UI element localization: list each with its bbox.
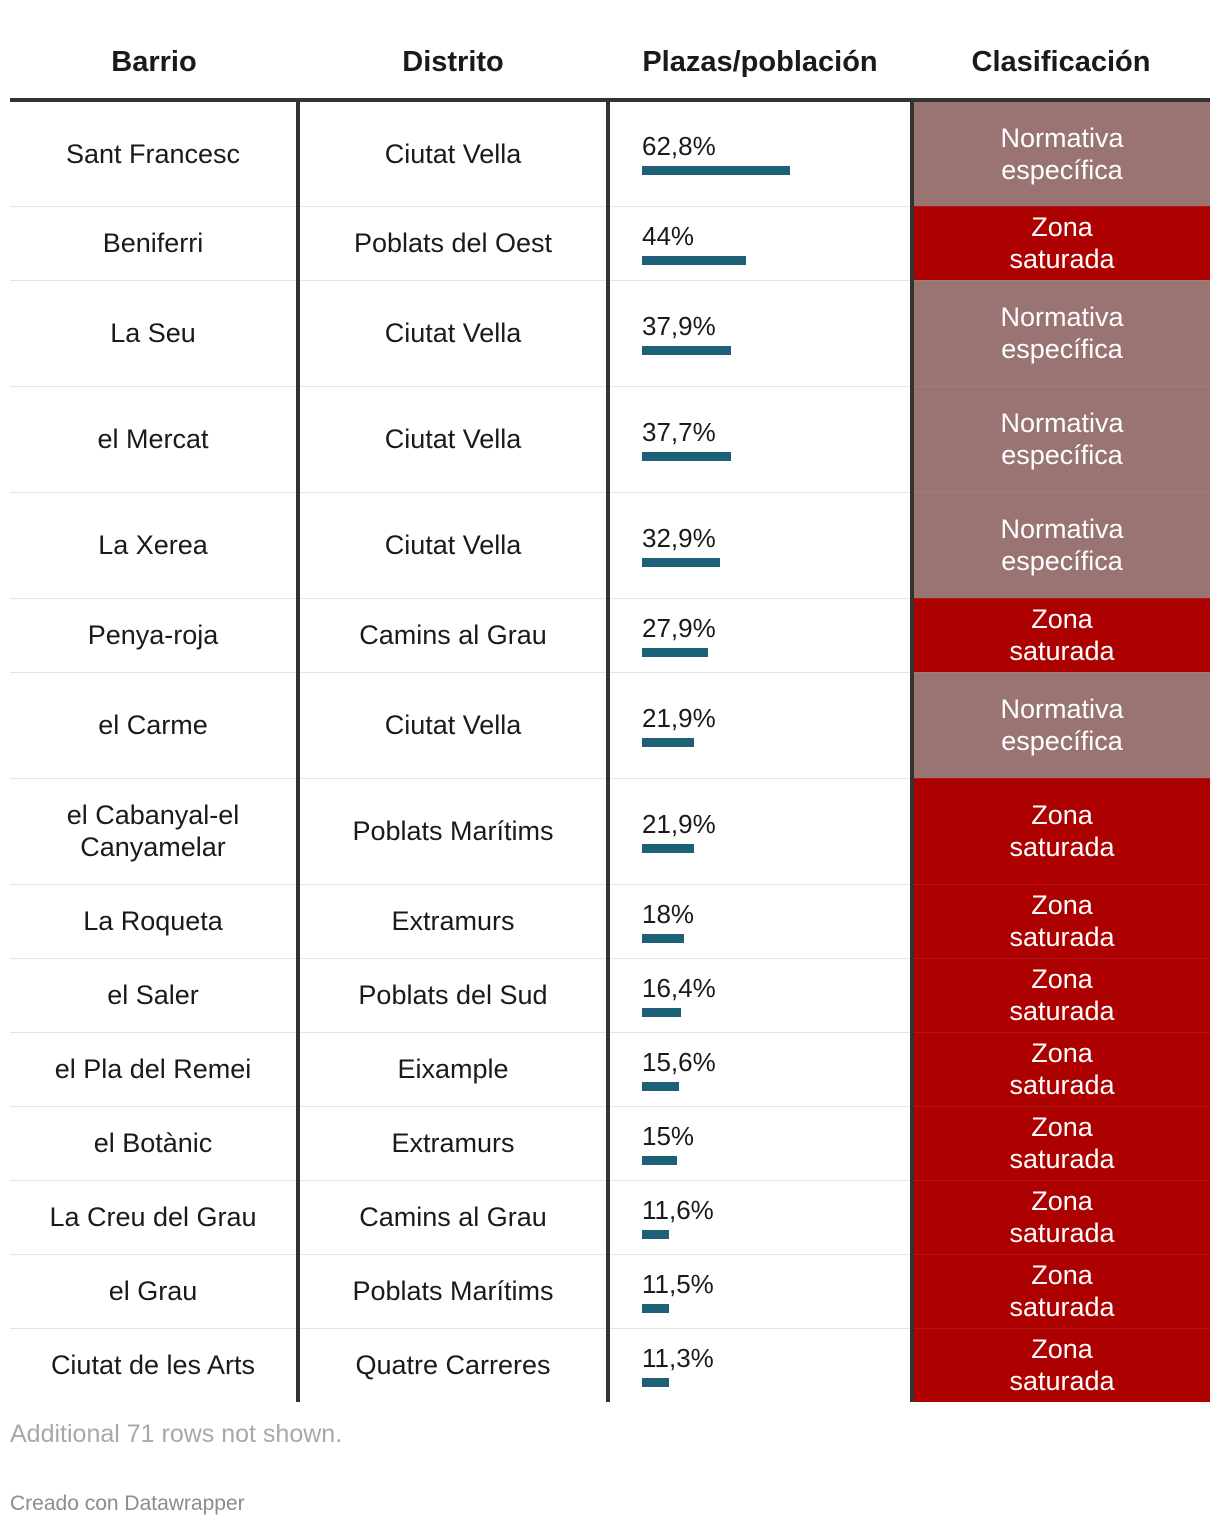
value-label: 11,3% — [642, 1342, 714, 1373]
value-bar — [642, 738, 694, 747]
table-row — [10, 206, 1210, 280]
cell-distrito: Camins al Grau — [298, 1180, 608, 1254]
cell-plazas — [608, 280, 912, 386]
cell-clasificacion: Zona saturada — [912, 1180, 1210, 1254]
value-bar — [642, 558, 720, 567]
cell-barrio: La Creu del Grau — [10, 1180, 298, 1254]
value-label: 32,9% — [642, 522, 716, 553]
table-row — [10, 1106, 1210, 1180]
cell-distrito: Ciutat Vella — [298, 280, 608, 386]
rows-not-shown-note: Additional 71 rows not shown. — [10, 1420, 343, 1448]
value-bar — [642, 1304, 669, 1313]
value-label: 11,6% — [642, 1194, 714, 1225]
table-header-row — [10, 26, 1210, 100]
value-label: 16,4% — [642, 972, 716, 1003]
cell-barrio: Sant Francesc — [10, 100, 298, 206]
value-bar — [642, 1156, 677, 1165]
cell-plazas — [608, 1106, 912, 1180]
cell-clasificacion: Normativa específica — [912, 492, 1210, 598]
data-table — [10, 26, 1210, 1402]
value-bar — [642, 1082, 679, 1091]
cell-plazas — [608, 778, 912, 884]
cell-barrio: el Carme — [10, 672, 298, 778]
value-label: 15,6% — [642, 1046, 716, 1077]
cell-plazas — [608, 958, 912, 1032]
value-bar — [642, 1230, 669, 1239]
table-row — [10, 1180, 1210, 1254]
value-bar — [642, 346, 731, 355]
value-bar — [642, 1008, 681, 1017]
cell-distrito: Camins al Grau — [298, 598, 608, 672]
cell-clasificacion: Zona saturada — [912, 206, 1210, 280]
table-row — [10, 100, 1210, 206]
cell-barrio: La Roqueta — [10, 884, 298, 958]
cell-plazas — [608, 492, 912, 598]
cell-plazas — [608, 1180, 912, 1254]
value-label: 18% — [642, 898, 695, 929]
cell-distrito: Ciutat Vella — [298, 100, 608, 206]
value-label: 21,9% — [642, 702, 716, 733]
cell-clasificacion: Normativa específica — [912, 386, 1210, 492]
cell-barrio: el Saler — [10, 958, 298, 1032]
cell-barrio: el Botànic — [10, 1106, 298, 1180]
column-header-plazas[interactable]: Plazas/población — [608, 26, 912, 100]
cell-distrito: Poblats del Sud — [298, 958, 608, 1032]
value-label: 11,5% — [642, 1268, 714, 1299]
table-row — [10, 1032, 1210, 1106]
column-header-barrio[interactable]: Barrio — [10, 26, 298, 100]
cell-clasificacion: Zona saturada — [912, 958, 1210, 1032]
cell-clasificacion: Zona saturada — [912, 1032, 1210, 1106]
cell-clasificacion: Normativa específica — [912, 672, 1210, 778]
value-label: 27,9% — [642, 612, 716, 643]
value-bar — [642, 1378, 669, 1387]
table-row — [10, 492, 1210, 598]
cell-clasificacion: Zona saturada — [912, 778, 1210, 884]
data-table-container — [10, 26, 1210, 1402]
cell-barrio: La Seu — [10, 280, 298, 386]
value-label: 37,7% — [642, 416, 716, 447]
cell-barrio: el Mercat — [10, 386, 298, 492]
cell-clasificacion: Normativa específica — [912, 100, 1210, 206]
cell-distrito: Ciutat Vella — [298, 672, 608, 778]
cell-plazas — [608, 206, 912, 280]
cell-barrio: el Cabanyal-el Canyamelar — [10, 778, 298, 884]
cell-clasificacion: Zona saturada — [912, 1106, 1210, 1180]
table-row — [10, 386, 1210, 492]
cell-barrio: Penya-roja — [10, 598, 298, 672]
cell-clasificacion: Zona saturada — [912, 1254, 1210, 1328]
table-row — [10, 672, 1210, 778]
cell-distrito: Ciutat Vella — [298, 386, 608, 492]
cell-plazas — [608, 1328, 912, 1402]
cell-distrito: Poblats Marítims — [298, 778, 608, 884]
cell-plazas — [608, 672, 912, 778]
table-body — [10, 100, 1210, 1402]
column-header-clasificacion[interactable]: Clasificación — [912, 26, 1210, 100]
cell-plazas — [608, 100, 912, 206]
cell-plazas — [608, 1032, 912, 1106]
value-bar — [642, 452, 731, 461]
value-bar — [642, 166, 790, 175]
value-bar — [642, 934, 684, 943]
value-label: 44% — [642, 220, 695, 251]
value-bar — [642, 256, 746, 265]
cell-plazas — [608, 1254, 912, 1328]
cell-distrito: Poblats del Oest — [298, 206, 608, 280]
cell-distrito: Extramurs — [298, 884, 608, 958]
cell-plazas — [608, 598, 912, 672]
table-row — [10, 280, 1210, 386]
cell-clasificacion: Normativa específica — [912, 280, 1210, 386]
cell-plazas — [608, 884, 912, 958]
value-label: 37,9% — [642, 310, 716, 341]
cell-clasificacion: Zona saturada — [912, 884, 1210, 958]
table-row — [10, 778, 1210, 884]
table-row — [10, 884, 1210, 958]
table-row — [10, 598, 1210, 672]
cell-barrio: La Xerea — [10, 492, 298, 598]
value-bar — [642, 648, 708, 657]
cell-distrito: Extramurs — [298, 1106, 608, 1180]
cell-barrio: el Grau — [10, 1254, 298, 1328]
cell-distrito: Ciutat Vella — [298, 492, 608, 598]
cell-clasificacion: Zona saturada — [912, 598, 1210, 672]
table-row — [10, 1328, 1210, 1402]
value-bar — [642, 844, 694, 853]
cell-distrito: Eixample — [298, 1032, 608, 1106]
value-label: 62,8% — [642, 131, 716, 162]
cell-distrito: Quatre Carreres — [298, 1328, 608, 1402]
cell-plazas — [608, 386, 912, 492]
table-row — [10, 958, 1210, 1032]
cell-barrio: Beniferri — [10, 206, 298, 280]
cell-barrio: el Pla del Remei — [10, 1032, 298, 1106]
cell-barrio: Ciutat de les Arts — [10, 1328, 298, 1402]
column-header-distrito[interactable]: Distrito — [298, 26, 608, 100]
cell-distrito: Poblats Marítims — [298, 1254, 608, 1328]
value-label: 21,9% — [642, 808, 716, 839]
cell-clasificacion: Zona saturada — [912, 1328, 1210, 1402]
value-label: 15% — [642, 1120, 695, 1151]
datawrapper-credit: Creado con Datawrapper — [10, 1492, 245, 1515]
table-row — [10, 1254, 1210, 1328]
